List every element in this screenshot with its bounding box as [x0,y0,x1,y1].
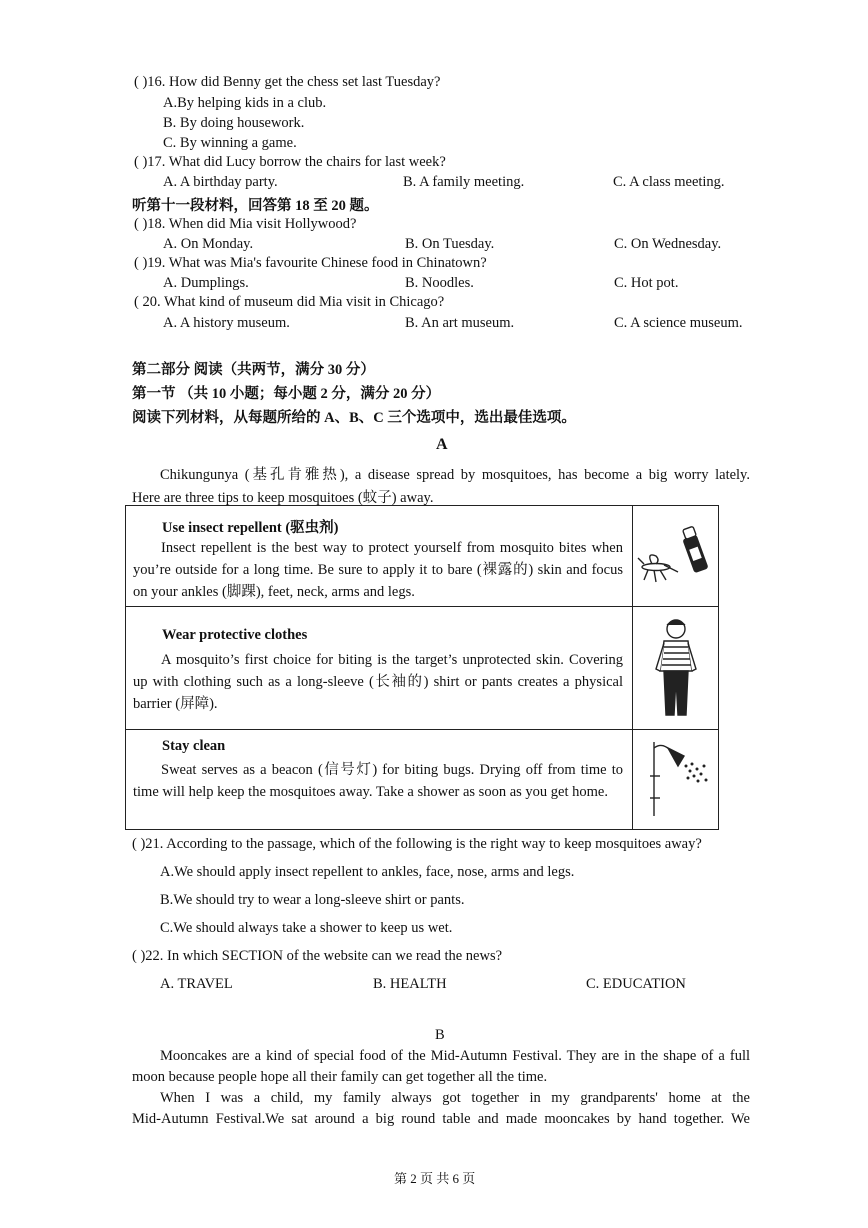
passage-b-line2: moon because people hope all their family can get together all the time. [132,1069,548,1085]
passage-b-letter: B [435,1027,445,1043]
q16-option-b: B. By doing housework. [163,115,305,131]
tip-body: Insect repellent is the best way to protect yourself from mosquito bites when you’re outside for a long time. Be sure to apply it to bare (裸露的) skin and focus on your ankles (脚踝), feet, neck, arms and legs. [133,540,623,600]
passage-a-intro-line1: Chikungunya (基孔肯雅热), a disease spread by mosquitoes, has become a big worry lately. [160,467,750,483]
page-footer: 第 2 页 共 6 页 [394,1171,476,1186]
q17-stem: ( )17. What did Lucy borrow the chairs for last week? [134,154,446,170]
q18-option-a: A. On Monday. [163,236,254,252]
reading-instruction: 阅读下列材料，从每题所给的 A、B、C 三个选项中，选出最佳选项。 [132,410,576,426]
passage-b-line4: Mid-Autumn Festival.We sat around a big round table and made mooncakes by hand together. We [132,1111,750,1127]
q22-option-a: A. TRAVEL [160,976,233,992]
section-11-title: 听第十一段材料，回答第 18 至 20 题。 [132,198,379,214]
shower-icon [634,736,718,822]
q19-option-b: B. Noodles. [405,275,474,291]
tip-body: Sweat serves as a beacon (信号灯) for biting bugs. Drying off from time to time will help keep the mosquitoes away. Take a shower as soon as you get home. [133,762,623,800]
reading-section-title: 第一节 （共 10 小题；每小题 2 分，满分 20 分） [132,386,441,402]
tip-row-clothes [126,607,718,730]
q22-option-c: C. EDUCATION [586,976,686,992]
q19-option-a: A. Dumplings. [163,275,249,291]
tip-body: A mosquito’s first choice for biting is the target’s unprotected skin. Covering up with clothing such as a long-sleeve (长袖的) shirt or pants creates a physical barrier (屏障). [133,652,623,712]
passage-b-line3: When I was a child, my family always got together in my grandparents' home at the [160,1090,750,1106]
q21-option-a: A.We should apply insect repellent to ankles, face, nose, arms and legs. [160,864,575,880]
person-clothes-icon [634,615,718,723]
q16-option-a: A.By helping kids in a club. [163,95,327,111]
q21-stem: ( )21. According to the passage, which of the following is the right way to keep mosquitoes away? [132,836,702,852]
tip-row-repellent [126,506,718,607]
q18-option-b: B. On Tuesday. [405,236,495,252]
tip-title: Wear protective clothes [162,627,308,643]
q17-option-c: C. A class meeting. [613,174,725,190]
q17-option-b: B. A family meeting. [403,174,525,190]
passage-b-line1: Mooncakes are a kind of special food of the Mid-Autumn Festival. They are in the shape of a full [160,1048,750,1064]
q22-option-b: B. HEALTH [373,976,447,992]
passage-a-intro-line2: Here are three tips to keep mosquitoes (蚊子) away. [132,490,434,506]
q18-stem: ( )18. When did Mia visit Hollywood? [134,216,357,232]
q22-stem: ( )22. In which SECTION of the website can we read the news? [132,948,503,964]
q21-option-b: B.We should try to wear a long-sleeve shirt or pants. [160,892,465,908]
q20-option-a: A. A history museum. [163,315,290,331]
q17-option-a: A. A birthday party. [163,174,278,190]
passage-a-letter: A [436,436,448,453]
tip-row-clean [126,730,718,828]
q21-option-c: C.We should always take a shower to keep us wet. [160,920,453,936]
q19-option-c: C. Hot pot. [614,275,679,291]
q20-option-b: B. An art museum. [405,315,515,331]
q20-stem: ( 20. What kind of museum did Mia visit in Chicago? [134,294,445,310]
tip-title: Stay clean [162,738,226,754]
mosquito-spray-icon [634,514,718,600]
q19-stem: ( )19. What was Mia's favourite Chinese food in Chinatown? [134,255,487,271]
tips-table [125,505,719,830]
tip-title: Use insect repellent (驱虫剂) [162,520,339,536]
reading-part-title: 第二部分 阅读（共两节，满分 30 分） [132,362,375,378]
q18-option-c: C. On Wednesday. [614,236,722,252]
q16-stem: ( )16. How did Benny get the chess set last Tuesday? [134,74,441,90]
q20-option-c: C. A science museum. [614,315,743,331]
q16-option-c: C. By winning a game. [163,135,297,151]
